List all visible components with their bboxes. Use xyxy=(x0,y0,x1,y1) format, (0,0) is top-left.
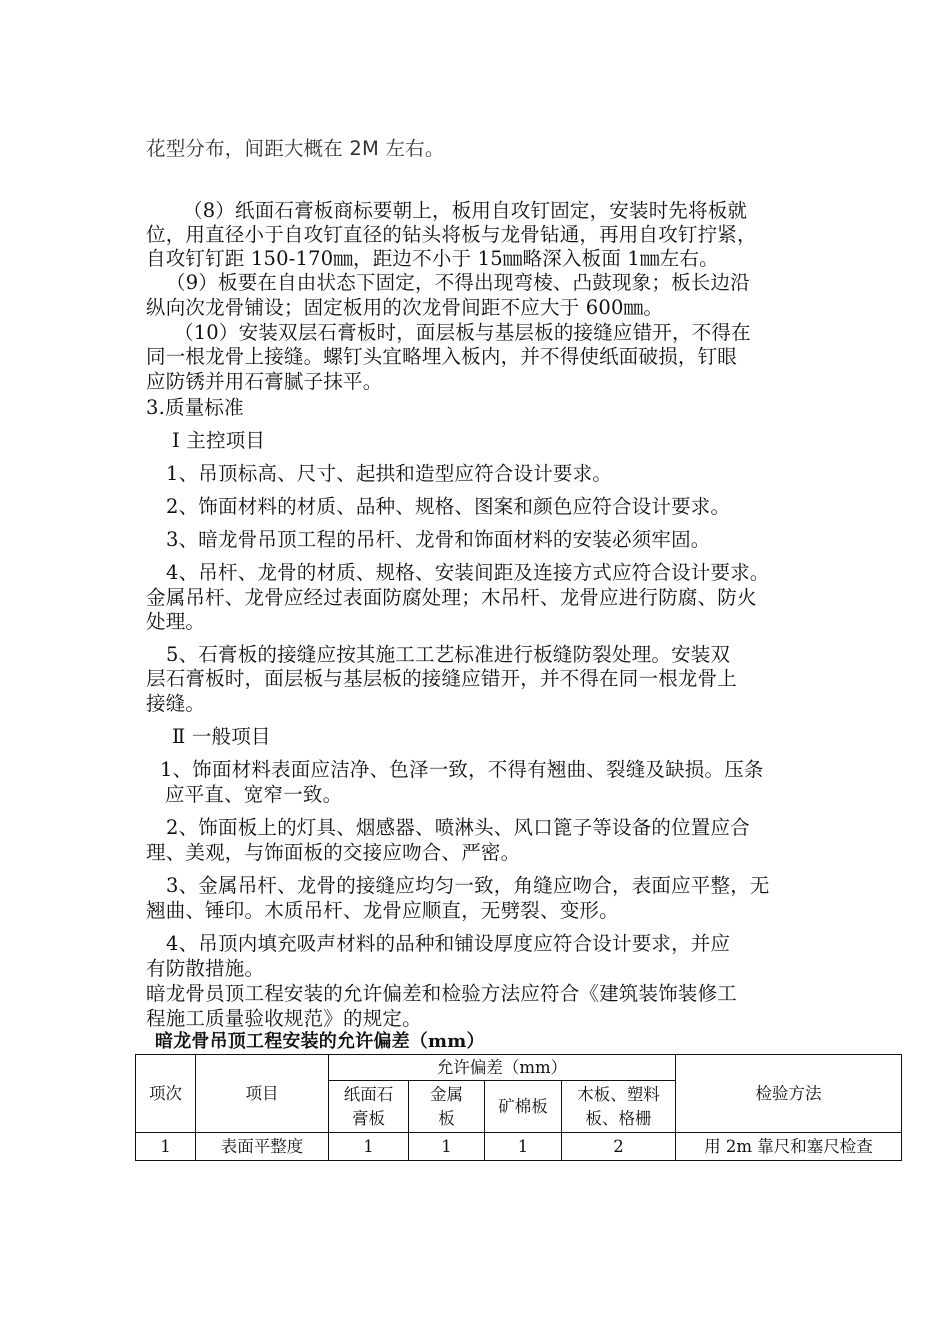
paragraph-line: 4、吊杆、龙骨的材质、规格、安装间距及连接方式应符合设计要求。 xyxy=(166,561,770,584)
cell-item: 表面平整度 xyxy=(196,1133,329,1161)
cell-metal: 1 xyxy=(409,1133,485,1161)
paragraph-line: 2、饰面板上的灯具、烟感器、喷淋头、风口篦子等设备的位置应合 xyxy=(166,816,750,839)
header-index: 项次 xyxy=(136,1055,196,1133)
paragraph-line: 应平直、宽窄一致。 xyxy=(165,783,343,806)
paragraph-line: 3、暗龙骨吊顶工程的吊杆、龙骨和饰面材料的安装必须牢固。 xyxy=(166,528,711,551)
cell-index: 1 xyxy=(136,1133,196,1161)
tolerance-table xyxy=(135,1054,902,1161)
header-wood: 木板、塑料 板、格栅 xyxy=(562,1081,676,1133)
paragraph-line: 花型分布，间距大概在 2M 左右。 xyxy=(146,137,445,160)
paragraph-line: 暗龙骨员顶工程安装的允许偏差和检验方法应符合《建筑装饰装修工 xyxy=(146,982,738,1005)
paragraph-line: 应防锈并用石膏腻子抹平。 xyxy=(146,370,383,393)
paragraph-line: 5、石膏板的接缝应按其施工工艺标准进行板缝防裂处理。安装双 xyxy=(166,643,731,666)
cell-wood: 2 xyxy=(562,1133,676,1161)
section-heading: 3.质量标准 xyxy=(146,396,244,419)
paragraph-line: （8）纸面石膏板商标要朝上，板用自攻钉固定，安装时先将板就 xyxy=(183,199,748,222)
paragraph-line: 层石膏板时，面层板与基层板的接缝应错开，并不得在同一根龙骨上 xyxy=(146,667,738,690)
paragraph-line: 处理。 xyxy=(146,610,206,633)
paragraph-line: 有防散措施。 xyxy=(146,957,265,980)
header-item: 项目 xyxy=(196,1055,329,1133)
cell-method: 用 2m 靠尺和塞尺检查 xyxy=(676,1133,902,1161)
paragraph-line: 程施工质量验收规范》的规定。 xyxy=(146,1007,422,1030)
paragraph-line: 1、吊顶标高、尺寸、起拱和造型应符合设计要求。 xyxy=(166,462,613,485)
cell-gypsum: 1 xyxy=(329,1133,409,1161)
paragraph-line: 4、吊顶内填充吸声材料的品种和铺设厚度应符合设计要求，并应 xyxy=(166,932,731,955)
subsection-heading: Ⅱ 一般项目 xyxy=(172,725,271,748)
paragraph-line: 自攻钉钉距 150-170㎜，距边不小于 15㎜略深入板面 1㎜左右。 xyxy=(146,247,719,270)
paragraph-line: 纵向次龙骨铺设；固定板用的次龙骨间距不应大于 600㎜。 xyxy=(146,296,664,319)
paragraph-line: 金属吊杆、龙骨应经过表面防腐处理；木吊杆、龙骨应进行防腐、防火 xyxy=(146,586,757,609)
paragraph-line: 2、饰面材料的材质、品种、规格、图案和颜色应符合设计要求。 xyxy=(166,495,731,518)
cell-mineral: 1 xyxy=(485,1133,562,1161)
header-method: 检验方法 xyxy=(676,1055,902,1133)
paragraph-line: 3、金属吊杆、龙骨的接缝应均匀一致，角缝应吻合，表面应平整，无 xyxy=(166,874,770,897)
paragraph-line: 位，用直径小于自攻钉直径的钻头将板与龙骨钻通，再用自攻钉拧紧， xyxy=(146,223,757,246)
paragraph-line: 同一根龙骨上接缝。螺钉头宜略埋入板内，并不得使纸面破损，钉眼 xyxy=(146,345,738,368)
paragraph-line: 翘曲、锤印。木质吊杆、龙骨应顺直，无劈裂、变形。 xyxy=(146,899,619,922)
header-tolerance: 允许偏差（mm） xyxy=(329,1055,676,1081)
paragraph-line: 理、美观，与饰面板的交接应吻合、严密。 xyxy=(146,841,521,864)
table-row xyxy=(136,1133,902,1161)
paragraph-line: 接缝。 xyxy=(146,692,206,715)
paragraph-line: （10）安装双层石膏板时，面层板与基层板的接缝应错开，不得在 xyxy=(174,321,751,344)
header-gypsum: 纸面石 膏板 xyxy=(329,1081,409,1133)
paragraph-line: 1、饰面材料表面应洁净、色泽一致，不得有翘曲、裂缝及缺损。压条 xyxy=(160,758,764,781)
paragraph-line: （9）板要在自由状态下固定，不得出现弯棱、凸鼓现象；板长边沿 xyxy=(166,271,750,294)
header-metal: 金属 板 xyxy=(409,1081,485,1133)
subsection-heading: Ⅰ 主控项目 xyxy=(172,429,266,452)
header-mineral: 矿棉板 xyxy=(485,1081,562,1133)
table-title: 暗龙骨吊顶工程安装的允许偏差（mm） xyxy=(155,1031,485,1052)
